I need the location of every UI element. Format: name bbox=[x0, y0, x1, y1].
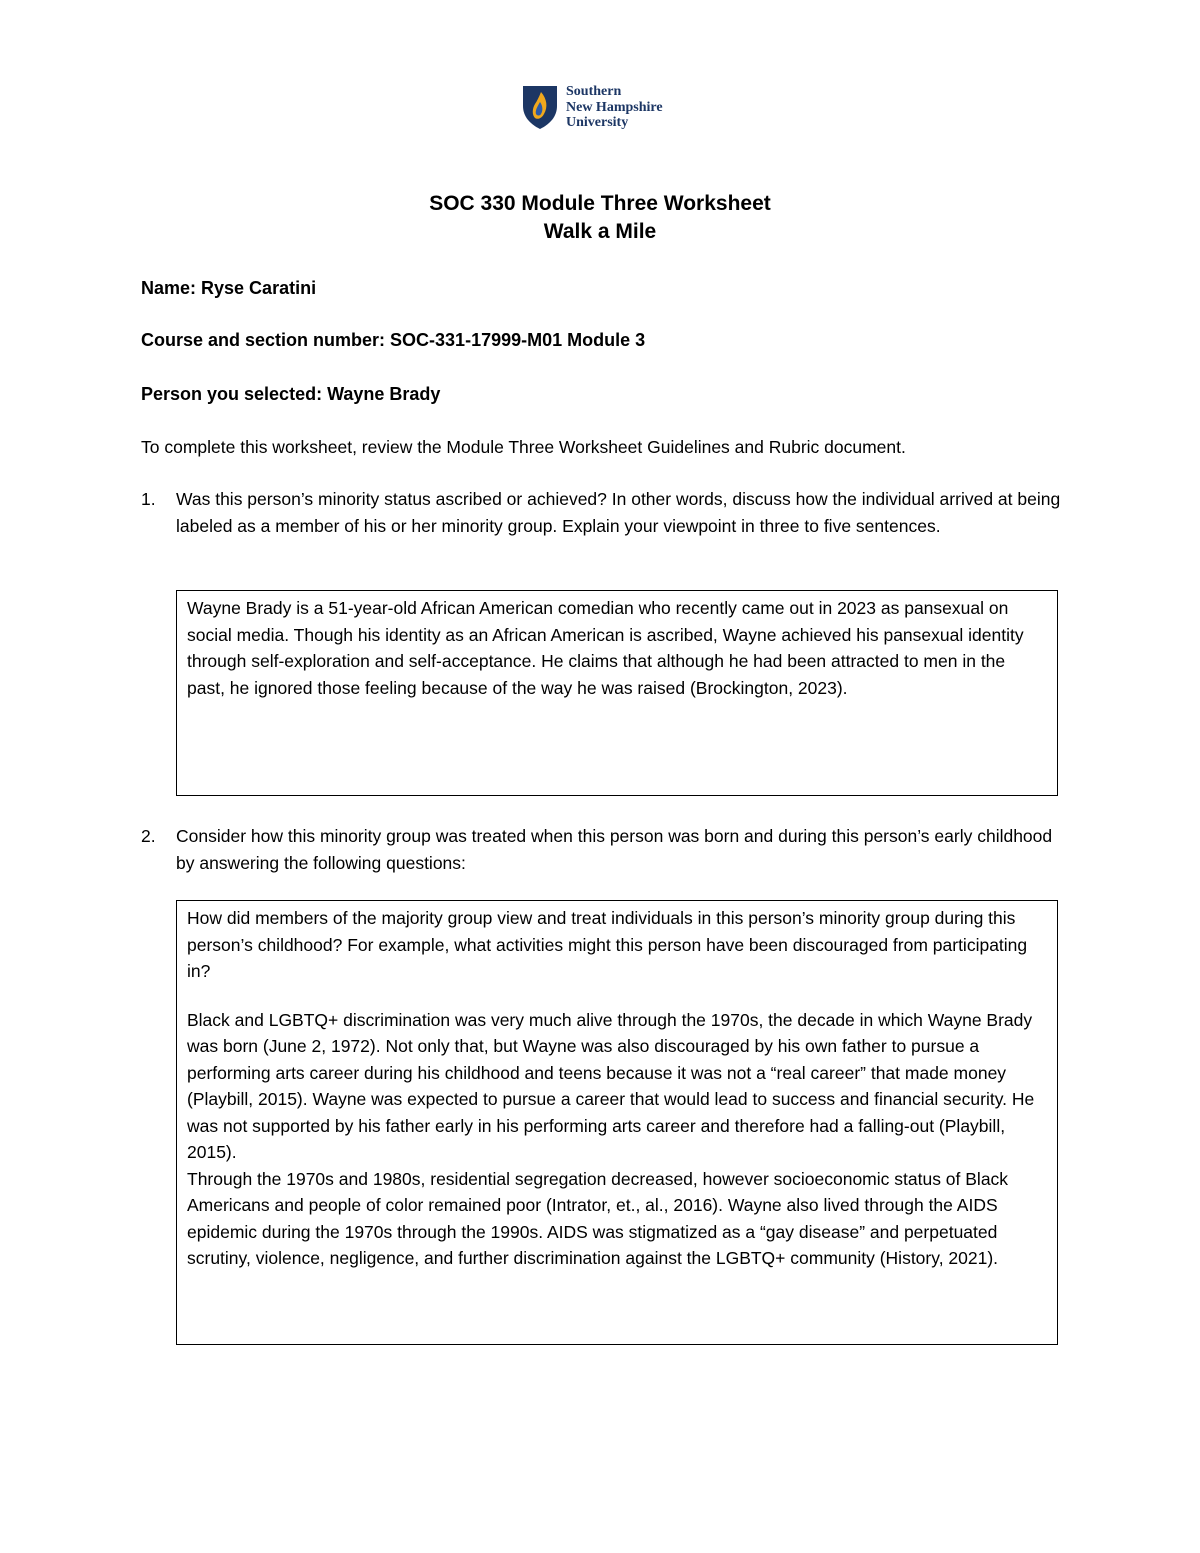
answer-1-text: Wayne Brady is a 51-year-old African American comedian who recently came out in 2023 as pansexual on social media. Though his identity as an African American is ascribed, Wayne achieved his pansexual identity through self-exploration and self-acceptance. He claims that although he had been attracted to men in the past, he ignored those feeling because of the way he was raised (Brockington, 2023). bbox=[187, 598, 1024, 698]
worksheet-title-block bbox=[0, 190, 1200, 246]
question-2-prompt: How did members of the majority group view and treat individuals in this person’s minority group during this person’s childhood? For example, what activities might this person have been discouraged from participating in? bbox=[187, 908, 1028, 981]
question-1-number: 1. bbox=[141, 489, 156, 509]
worksheet-subtitle: Walk a Mile bbox=[543, 220, 657, 243]
question-1 bbox=[141, 486, 1061, 539]
answer-2-paragraph-1: Black and LGBTQ+ discrimination was very much alive through the 1970s, the decade in which Wayne Brady was born (June 2, 1972). Not only that, but Wayne was also discouraged by his own father to pursue a performing arts career during his childhood and teens because it was not a “real career” that made money (Playbill, 2015). Wayne was expected to pursue a career that would lead to success and financial security. He was not supported by his father early in his performing arts career and therefore had a falling-out (Playbill, 2015). bbox=[187, 1009, 1035, 1162]
selected-person: Person you selected: Wayne Brady bbox=[141, 384, 441, 404]
logo-line-2: New Hampshire bbox=[566, 99, 663, 115]
question-1-text: Was this person’s minority status ascribed or achieved? In other words, discuss how the individual arrived at being labeled as a member of his or her minority group. Explain your viewpoint in three to five sentences. bbox=[176, 489, 1061, 536]
student-name: Name: Ryse Caratini bbox=[141, 278, 317, 298]
course-section: Course and section number: SOC-331-17999-M01 Module 3 bbox=[141, 330, 646, 350]
answer-box-1[interactable] bbox=[176, 590, 1058, 796]
university-name bbox=[566, 84, 663, 131]
logo-line-3: University bbox=[566, 115, 629, 130]
worksheet-title: SOC 330 Module Three Worksheet bbox=[429, 192, 771, 215]
answer-2-paragraph-2: Through the 1970s and 1980s, residential segregation decreased, however socioeconomic status of Black Americans and people of color remained poor (Intrator, et., al., 2016). Wayne also lived through the AIDS epidemic during the 1970s through the 1990s. AIDS was stigmatized as a “gay disease” and perpetuated scrutiny, violence, negligence, and further discrimination against the LGBTQ+ community (History, 2021). bbox=[187, 1168, 1009, 1268]
logo-line-1: Southern bbox=[566, 84, 622, 99]
answer-box-2[interactable] bbox=[176, 900, 1058, 1345]
question-2-number: 2. bbox=[141, 826, 156, 846]
paragraph-gap bbox=[187, 985, 1047, 1007]
university-logo bbox=[520, 84, 663, 131]
question-2 bbox=[141, 823, 1061, 876]
question-2-text: Consider how this minority group was treated when this person was born and during this person’s early childhood by answering the following questions: bbox=[176, 826, 1053, 873]
instructions: To complete this worksheet, review the Module Three Worksheet Guidelines and Rubric document. bbox=[141, 437, 906, 457]
snhu-shield-icon bbox=[520, 84, 560, 130]
